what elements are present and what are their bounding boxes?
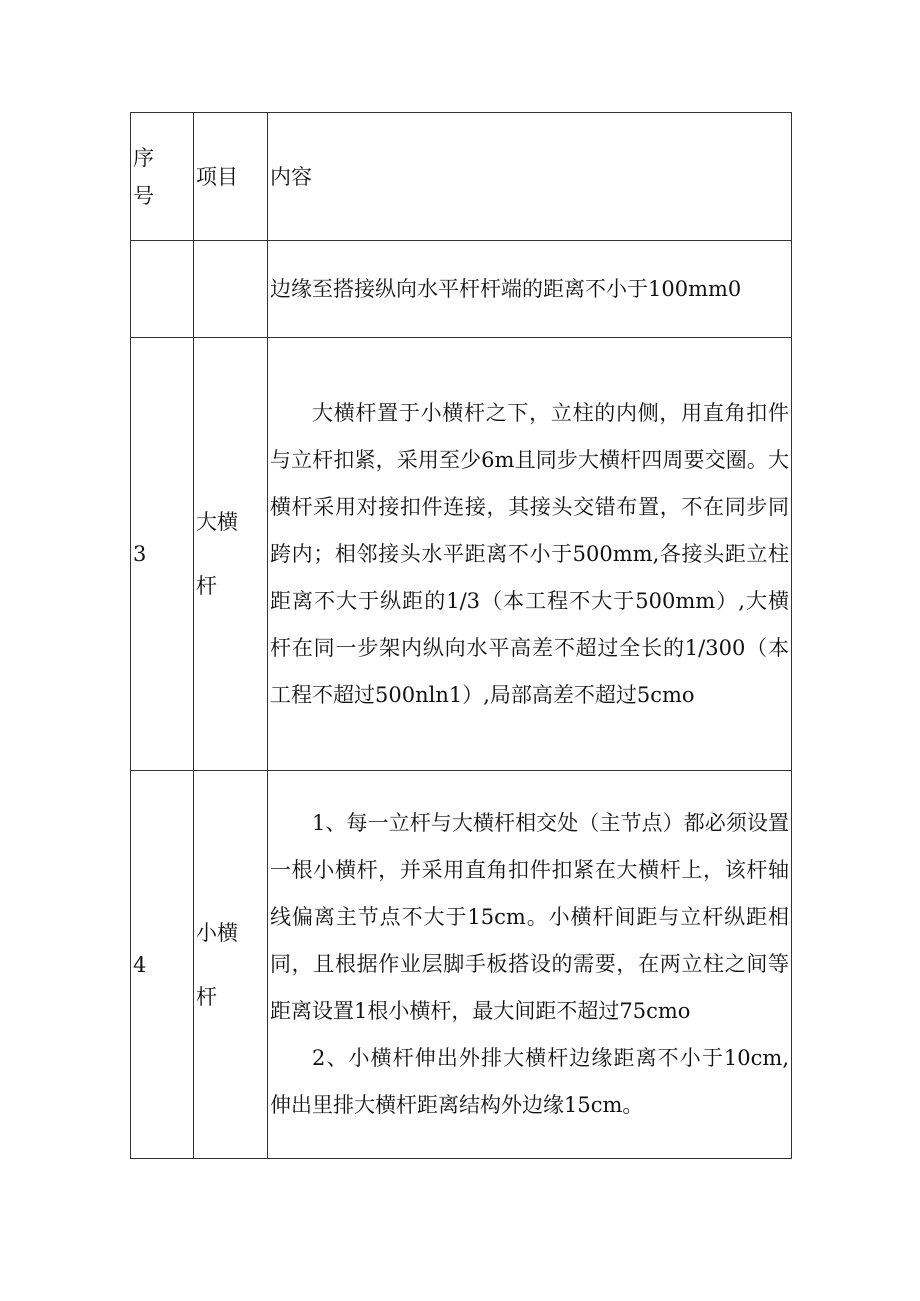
content-cell bbox=[268, 338, 792, 771]
item-line2: 杆 bbox=[196, 574, 217, 598]
seq-cell bbox=[131, 241, 194, 338]
table-header-row bbox=[131, 113, 792, 241]
item-line2: 杆 bbox=[196, 984, 217, 1009]
item-line1: 大横 bbox=[196, 510, 238, 534]
content-paragraph: 边缘至搭接纵向水平杆杆端的距离不小于100mm0 bbox=[270, 277, 742, 301]
seq-cell bbox=[131, 771, 194, 1159]
content-paragraph: 2、小横杆伸出外排大横杆边缘距离不小于10cm,伸出里排大横杆距离结构外边缘15cm。 bbox=[270, 1046, 789, 1117]
item-cell bbox=[194, 338, 268, 771]
table-row bbox=[131, 241, 792, 338]
item-cell bbox=[194, 771, 268, 1159]
content-cell bbox=[268, 241, 792, 338]
header-seq-cell bbox=[131, 113, 194, 241]
seq-value: 4 bbox=[133, 952, 147, 977]
content-paragraph: 1、每一立杆与大横杆相交处（主节点）都必须设置一根小横杆，并采用直角扣件扣紧在大横杆上，该杆轴线偏离主节点不大于15cm。小横杆间距与立杆纵距相同，且根据作业层脚手板搭设的需要，在两立柱之间等距离设置1根小横杆，最大间距不超过75cmo bbox=[270, 811, 789, 1023]
seq-value: 3 bbox=[133, 542, 147, 566]
header-content-label: 内容 bbox=[270, 164, 312, 189]
item-line1: 小横 bbox=[196, 920, 238, 945]
header-seq-line1: 序 bbox=[133, 145, 154, 170]
table-row bbox=[131, 771, 792, 1159]
header-seq-line2: 号 bbox=[133, 183, 154, 208]
content-cell bbox=[268, 771, 792, 1159]
item-cell bbox=[194, 241, 268, 338]
scaffold-spec-table bbox=[130, 112, 792, 1159]
table-row bbox=[131, 338, 792, 771]
header-content-cell bbox=[268, 113, 792, 241]
seq-cell bbox=[131, 338, 194, 771]
header-item-cell bbox=[194, 113, 268, 241]
header-item-label: 项目 bbox=[196, 164, 238, 189]
content-paragraph: 大横杆置于小横杆之下，立柱的内侧，用直角扣件与立杆扣紧，采用至少6m且同步大横杆四周要交圈。大横杆采用对接扣件连接，其接头交错布置，不在同步同跨内；相邻接头水平距离不小于500mm,各接头距立柱距离不大于纵距的1/3（本工程不大于500mm）,大横杆在同一步架内纵向水平高差不超过全长的1/300（本工程不超过500nln1）,局部高差不超过5cmo bbox=[270, 400, 789, 707]
